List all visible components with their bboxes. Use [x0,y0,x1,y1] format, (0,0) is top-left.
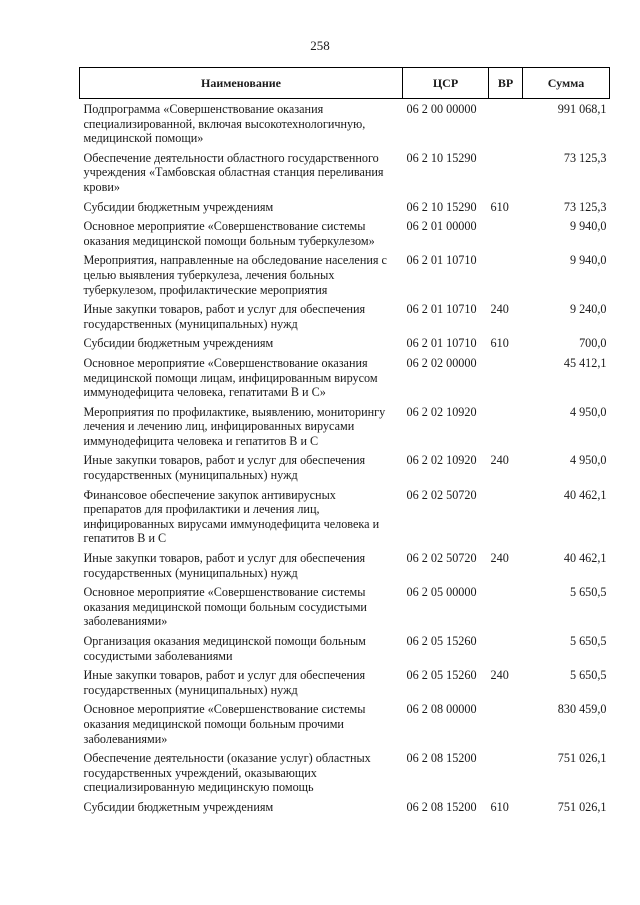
cell-csr: 06 2 02 10920 [406,453,477,468]
table-row [80,200,610,220]
table-row [80,702,610,751]
table-header [80,68,610,99]
cell-sum: 991 068,1 [557,102,607,116]
table-row [80,253,610,302]
table-row [80,151,610,200]
cell-sum: 700,0 [579,336,607,351]
cell-vr: 240 [490,453,509,468]
cell-sum: 45 412,1 [563,355,607,370]
cell-csr: 06 2 01 10710 [406,253,477,268]
table-row [80,219,610,253]
cell-csr: 06 2 10 15290 [406,150,477,165]
table-row [80,634,610,668]
cell-sum: 4 950,0 [569,404,607,419]
cell-name: Субсидии бюджетным учреждениям [83,336,274,351]
cell-csr: 06 2 05 00000 [406,585,477,600]
cell-vr: 610 [490,799,509,814]
cell-vr [489,634,523,668]
cell-vr [489,356,523,405]
cell-csr: 06 2 02 10920 [406,404,477,419]
cell-vr [489,585,523,634]
cell-name: Иные закупки товаров, работ и услуг для обеспечения государственных (муниципальных) нужд [83,668,366,697]
cell-name: Основное мероприятие «Совершенствование оказания медицинской помощи лицам, инфицированным вирусом иммунодефицита человека, гепатитами В и С» [83,355,378,400]
cell-name: Субсидии бюджетным учреждениям [83,199,274,214]
table-row [80,405,610,454]
table-row [80,668,610,702]
table-row [80,336,610,356]
cell-csr: 06 2 02 50720 [406,487,477,502]
cell-sum: 5 650,5 [569,585,607,600]
cell-sum: 5 650,5 [569,634,607,648]
cell-name: Основное мероприятие «Совершенствование системы оказания медицинской помощи больным прочими заболеваниями» [83,702,366,746]
cell-name: Подпрограмма «Совершенствование оказания специализированной, включая высокотехнологичную, медицинской помощи» [83,102,366,146]
cell-vr [489,253,523,302]
cell-sum: 4 950,0 [569,453,607,468]
cell-vr: 240 [490,551,509,566]
cell-name: Иные закупки товаров, работ и услуг для обеспечения государственных (муниципальных) нужд [83,551,366,580]
header-sum: Сумма [523,68,610,99]
cell-name: Субсидии бюджетным учреждениям [83,799,274,814]
cell-csr: 06 2 08 00000 [406,702,477,717]
cell-sum: 73 125,3 [563,150,607,165]
cell-name: Мероприятия, направленные на обследование населения с целью выявления туберкулеза, лечения больных туберкулезом, профилактические мероприятия [83,253,387,297]
cell-vr: 240 [490,302,509,317]
cell-csr: 06 2 01 00000 [406,219,477,234]
table-body [80,99,610,820]
cell-vr [489,219,523,253]
cell-vr [489,405,523,454]
budget-table [79,67,610,820]
table-row [80,488,610,551]
cell-sum: 751 026,1 [557,751,607,766]
cell-csr: 06 2 05 15260 [406,668,477,683]
cell-sum: 40 462,1 [563,551,607,566]
cell-sum: 9 940,0 [569,253,607,268]
cell-name: Мероприятия по профилактике, выявлению, мониторингу лечения и лечению лиц, инфицированных вирусами иммунодефицита человека и гепатитов В и С [83,404,386,448]
cell-name: Организация оказания медицинской помощи больным сосудистыми заболеваниями [83,634,366,663]
table-row [80,453,610,487]
cell-name: Иные закупки товаров, работ и услуг для обеспечения государственных (муниципальных) нужд [83,453,366,483]
cell-vr: 240 [490,668,509,683]
cell-csr: 06 2 10 15290 [406,199,477,214]
table-row [80,551,610,585]
table-row [80,302,610,336]
cell-csr: 06 2 01 10710 [406,302,477,317]
cell-vr [489,488,523,551]
header-name: Наименование [80,68,403,99]
header-vr: ВР [489,68,523,99]
cell-name: Основное мероприятие «Совершенствование системы оказания медицинской помощи больным туберкулезом» [83,219,375,248]
cell-sum: 830 459,0 [557,702,607,717]
cell-vr [489,751,523,800]
table-row [80,356,610,405]
cell-csr: 06 2 01 10710 [406,336,477,351]
page-number: 258 [310,38,330,53]
cell-vr [489,702,523,751]
cell-csr: 06 2 00 00000 [406,102,477,116]
cell-sum: 751 026,1 [557,799,607,814]
table-row [80,751,610,800]
cell-csr: 06 2 08 15200 [406,751,477,766]
cell-csr: 06 2 02 50720 [406,551,477,566]
table-row [80,99,610,151]
cell-vr [489,151,523,200]
cell-name: Обеспечение деятельности (оказание услуг) областных государственных учреждений, оказывающих специализированную медицинскую помощь [83,751,371,795]
cell-vr [489,99,523,151]
cell-sum: 5 650,5 [569,668,607,683]
cell-sum: 9 940,0 [569,219,607,234]
cell-sum: 40 462,1 [563,487,607,502]
cell-vr: 610 [490,336,509,351]
table-row [80,585,610,634]
cell-sum: 73 125,3 [563,199,607,214]
header-csr: ЦСР [403,68,489,99]
cell-csr: 06 2 02 00000 [406,355,477,370]
cell-name: Финансовое обеспечение закупок антивирусных препаратов для профилактики и лечения лиц, инфицированных вирусами иммунодефицита человека и гепатитов В и С [83,487,380,546]
cell-vr: 610 [490,199,509,214]
table-row [80,800,610,820]
cell-name: Обеспечение деятельности областного государственного учреждения «Тамбовская областная станция переливания крови» [83,150,384,194]
header-row [80,68,610,99]
cell-csr: 06 2 05 15260 [406,634,477,648]
cell-name: Основное мероприятие «Совершенствование системы оказания медицинской помощи больным сосудистыми заболеваниями» [83,585,367,629]
cell-sum: 9 240,0 [569,302,607,317]
cell-csr: 06 2 08 15200 [406,799,477,814]
cell-name: Иные закупки товаров, работ и услуг для обеспечения государственных (муниципальных) нужд [83,302,366,331]
